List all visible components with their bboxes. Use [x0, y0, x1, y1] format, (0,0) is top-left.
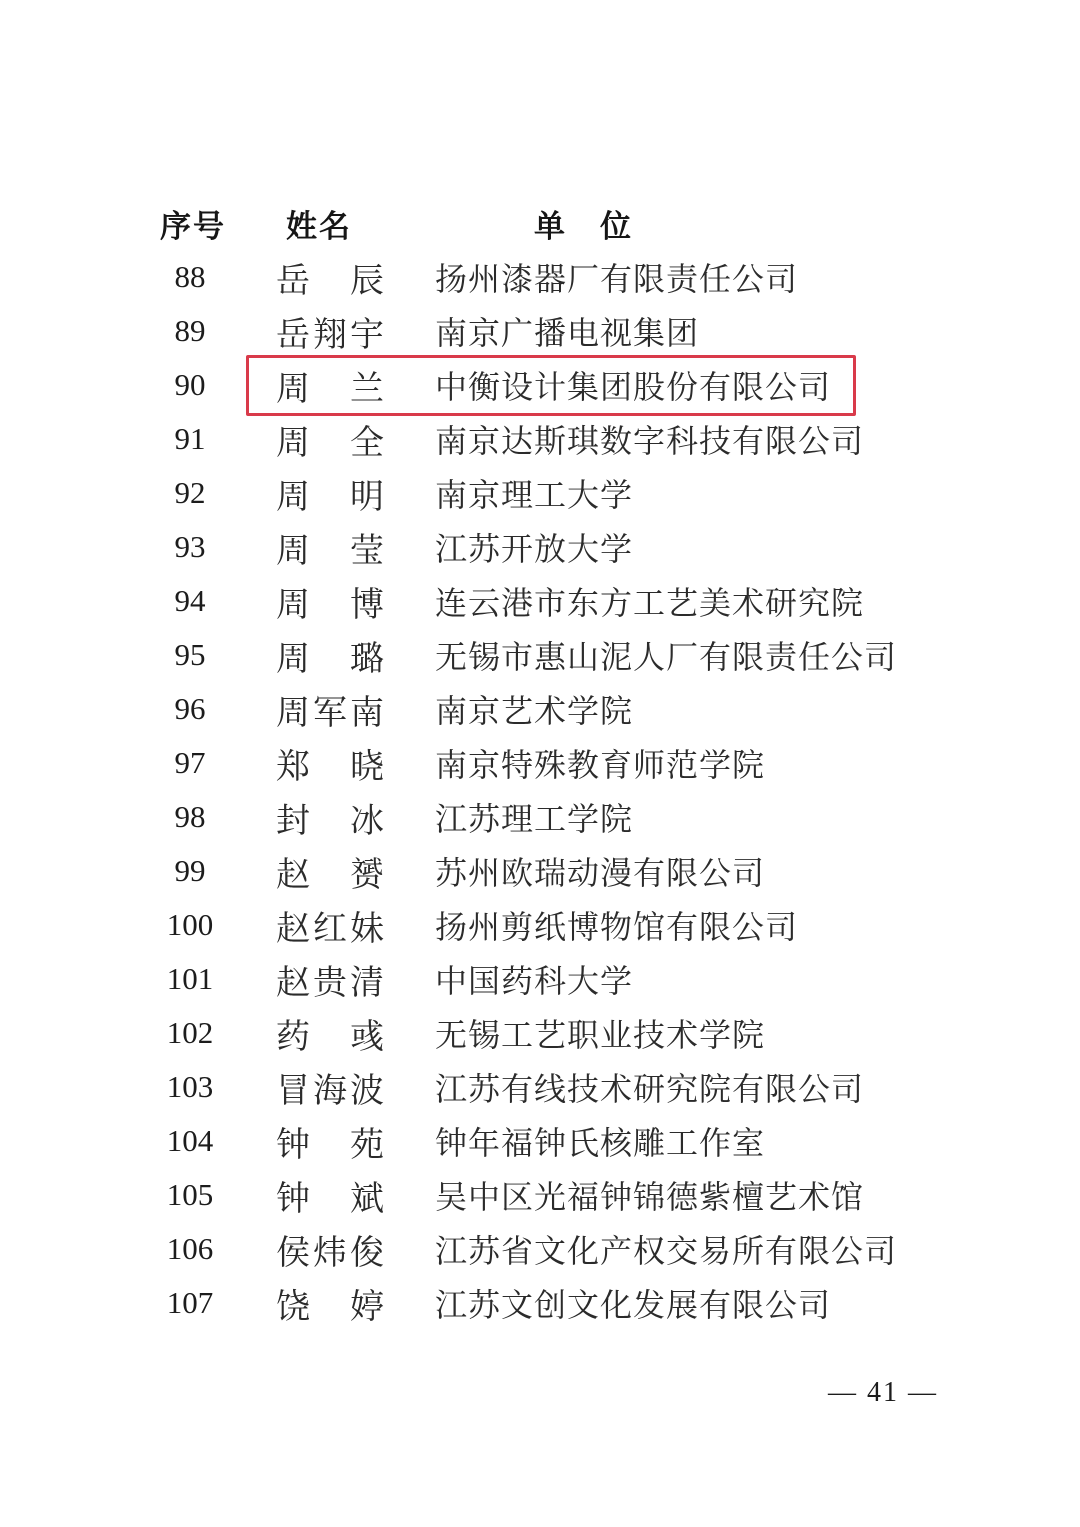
row-unit: 江苏有线技术研究院有限公司 [435, 1071, 865, 1107]
row-unit: 江苏开放大学 [435, 531, 634, 567]
row-unit: 南京广播电视集团 [435, 315, 700, 351]
row-name: 岳 辰 [276, 262, 387, 300]
row-index: 93 [174, 529, 206, 564]
table-row [0, 1006, 1080, 1060]
row-name: 周 博 [276, 586, 387, 624]
row-unit: 无锡市惠山泥人厂有限责任公司 [435, 639, 898, 675]
table-rows [0, 250, 1080, 1330]
table-row [0, 250, 1080, 304]
row-unit: 钟年福钟氏核雕工作室 [435, 1125, 766, 1161]
row-name: 饶 婷 [276, 1288, 387, 1326]
row-highlight-box [246, 1003, 790, 1064]
row-unit: 南京特殊教育师范学院 [435, 747, 766, 783]
row-unit: 南京理工大学 [435, 477, 634, 513]
header-index: 序号 [160, 208, 226, 244]
row-name: 药 彧 [276, 1018, 387, 1056]
row-index: 100 [166, 907, 214, 942]
table-row [0, 952, 1080, 1006]
row-index: 95 [174, 637, 206, 672]
row-index: 91 [174, 421, 206, 456]
row-highlight-box [246, 949, 658, 1010]
row-unit: 南京达斯琪数字科技有限公司 [435, 423, 865, 459]
table-row [0, 1276, 1080, 1330]
table-header-row [0, 196, 1080, 250]
table-row [0, 1168, 1080, 1222]
table-row [0, 628, 1080, 682]
table-row [0, 844, 1080, 898]
table-row [0, 1114, 1080, 1168]
row-name: 赵贵清 [276, 964, 387, 1002]
row-unit: 扬州漆器厂有限责任公司 [435, 261, 799, 297]
table-row [0, 1060, 1080, 1114]
row-name: 钟 斌 [276, 1180, 387, 1218]
row-highlight-box [246, 1057, 889, 1118]
row-unit: 吴中区光福钟锦德紫檀艺术馆 [435, 1179, 865, 1215]
row-index: 104 [166, 1123, 214, 1158]
row-unit: 江苏理工学院 [435, 801, 634, 837]
header-unit: 单 位 [534, 208, 633, 244]
row-highlight-box [246, 1219, 922, 1280]
row-index: 106 [166, 1231, 214, 1266]
row-highlight-box [246, 679, 658, 740]
row-index: 89 [174, 313, 206, 348]
table-row [0, 790, 1080, 844]
row-unit: 江苏文创文化发展有限公司 [435, 1287, 832, 1323]
row-unit: 无锡工艺职业技术学院 [435, 1017, 766, 1053]
row-index: 96 [174, 691, 206, 726]
row-unit: 苏州欧瑞动漫有限公司 [435, 855, 766, 891]
row-highlight-box [246, 733, 790, 794]
row-name: 郑 晓 [276, 748, 387, 786]
row-name: 封 冰 [276, 802, 387, 840]
row-unit: 扬州剪纸博物馆有限公司 [435, 909, 799, 945]
page-number: — 41 — [828, 1377, 938, 1408]
row-highlight-box [246, 1165, 889, 1226]
row-unit: 中衡设计集团股份有限公司 [435, 369, 832, 405]
row-name: 周 莹 [276, 532, 387, 570]
row-highlight-box [246, 625, 922, 686]
row-index: 92 [174, 475, 206, 510]
row-unit: 连云港市东方工艺美术研究院 [435, 585, 865, 621]
row-index: 103 [166, 1069, 214, 1104]
row-highlight-box [246, 787, 658, 848]
row-unit: 南京艺术学院 [435, 693, 634, 729]
table-row [0, 358, 1080, 412]
row-highlight-box [246, 841, 790, 902]
row-index: 97 [174, 745, 206, 780]
row-name: 岳翔宇 [276, 316, 387, 354]
row-name: 钟 苑 [276, 1126, 387, 1164]
row-name: 周 明 [276, 478, 387, 516]
table-row [0, 412, 1080, 466]
row-name: 赵 赟 [276, 856, 387, 894]
row-name: 冒海波 [276, 1072, 387, 1110]
table-row [0, 304, 1080, 358]
row-index: 99 [174, 853, 206, 888]
row-highlight-box [246, 1111, 790, 1172]
row-name: 赵红妹 [276, 910, 387, 948]
row-index: 94 [174, 583, 206, 618]
row-index: 88 [174, 259, 206, 294]
row-highlight-box [246, 247, 823, 308]
row-highlight-box [246, 571, 889, 632]
row-index: 102 [166, 1015, 214, 1050]
row-index: 90 [174, 367, 206, 402]
row-highlight-box [246, 517, 658, 578]
table-row [0, 574, 1080, 628]
table-row [0, 898, 1080, 952]
header-name: 姓名 [286, 208, 352, 244]
row-name: 周 璐 [276, 640, 387, 678]
row-highlight-box [246, 301, 724, 362]
table-row [0, 1222, 1080, 1276]
row-name: 周军南 [276, 694, 387, 732]
row-highlight-box [246, 463, 658, 524]
row-index: 105 [166, 1177, 214, 1212]
table-row [0, 520, 1080, 574]
table-row [0, 682, 1080, 736]
table-row [0, 466, 1080, 520]
row-index: 98 [174, 799, 206, 834]
table-row [0, 736, 1080, 790]
row-highlight-box [246, 409, 889, 470]
row-index: 107 [166, 1285, 214, 1320]
row-name: 周 全 [276, 424, 387, 462]
row-highlight-box [246, 355, 856, 416]
row-highlight-box [246, 895, 823, 956]
row-name: 侯炜俊 [276, 1234, 387, 1272]
row-highlight-box [246, 1273, 856, 1334]
row-unit: 中国药科大学 [435, 963, 634, 999]
row-unit: 江苏省文化产权交易所有限公司 [435, 1233, 898, 1269]
row-index: 101 [166, 961, 214, 996]
row-name: 周 兰 [276, 370, 387, 408]
